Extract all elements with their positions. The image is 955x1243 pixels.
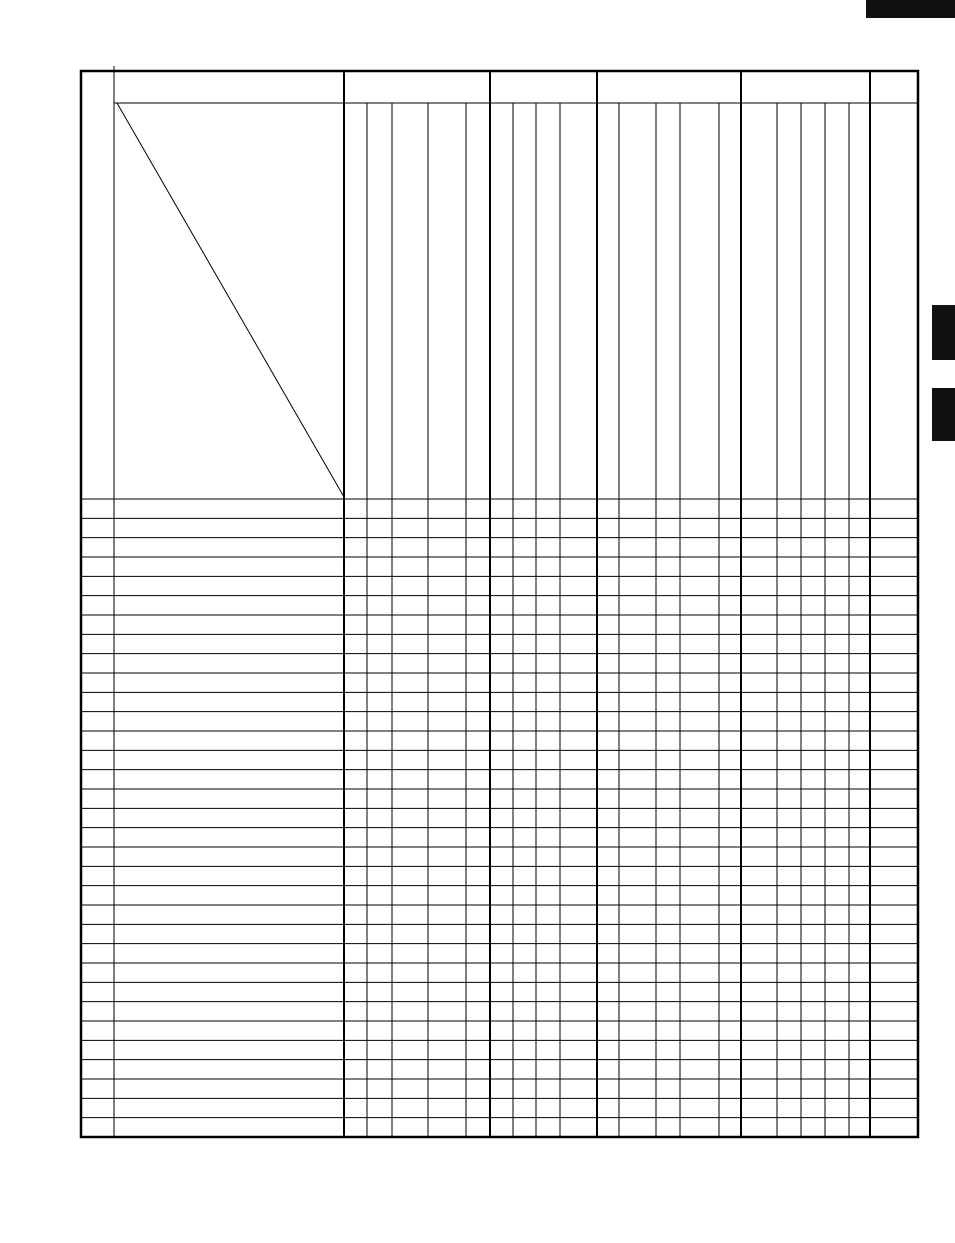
header-diagonal — [117, 103, 344, 497]
table-frame — [81, 71, 918, 1137]
